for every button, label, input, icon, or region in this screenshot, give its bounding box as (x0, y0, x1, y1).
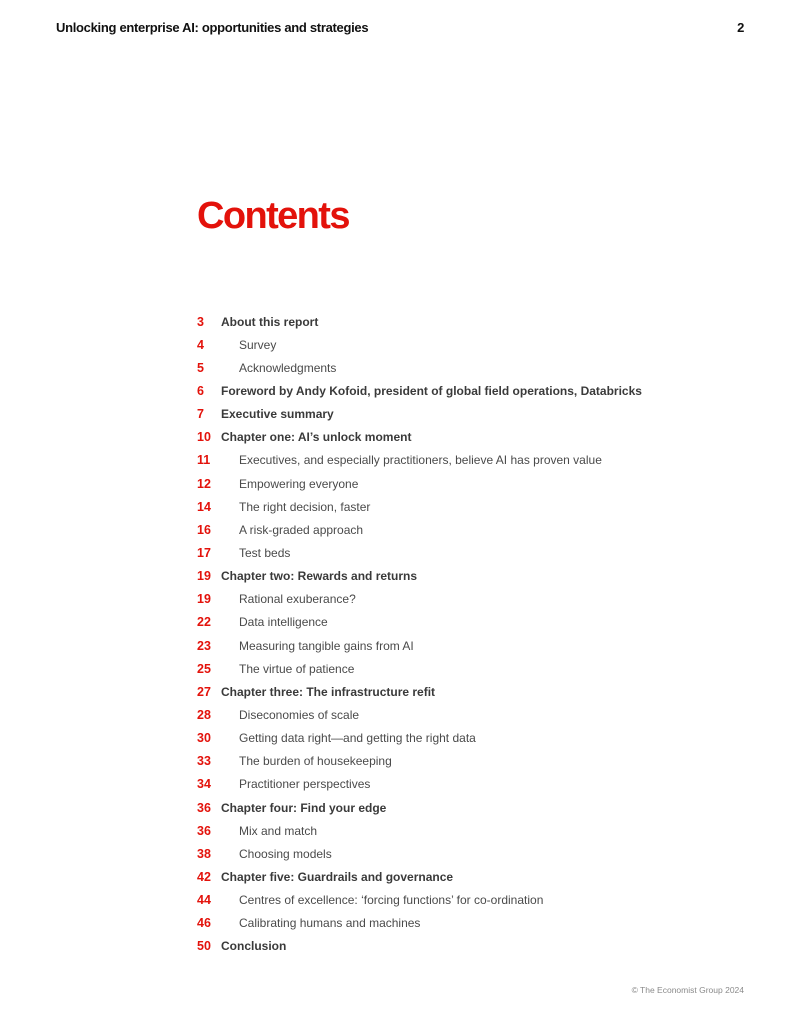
toc-entry-title: Test beds (239, 545, 291, 560)
toc-page-number: 12 (197, 476, 211, 491)
toc-entry[interactable] (197, 449, 757, 472)
toc-entry-title: Calibrating humans and machines (239, 916, 421, 931)
toc-page-number: 50 (197, 939, 211, 954)
toc-page-number: 33 (197, 754, 211, 769)
toc-page-number: 36 (197, 800, 211, 815)
toc-entry[interactable] (197, 773, 757, 796)
toc-entry-title: Acknowledgments (239, 360, 337, 375)
toc-entry-title: Chapter three: The infrastructure refit (221, 684, 436, 699)
toc-page-number: 19 (197, 592, 211, 607)
toc-entry-title: The right decision, faster (239, 499, 371, 514)
page-header (56, 20, 744, 35)
toc-entry-title: Measuring tangible gains from AI (239, 638, 414, 653)
toc-page-number: 27 (197, 684, 211, 699)
toc-page-number: 6 (197, 383, 204, 398)
toc-entry-title: Choosing models (239, 846, 332, 861)
toc-page-number: 36 (197, 823, 211, 838)
toc-page-number: 14 (197, 499, 211, 514)
report-title: Unlocking enterprise AI: opportunities and strategies (56, 20, 369, 35)
toc-entry[interactable] (197, 495, 757, 518)
toc-entry-title: Conclusion (221, 939, 287, 954)
toc-entry-title: Executive summary (221, 407, 334, 422)
copyright-footer: © The Economist Group 2024 (631, 985, 744, 995)
toc-entry[interactable] (197, 680, 757, 703)
toc-page-number: 17 (197, 545, 211, 560)
toc-page-number: 42 (197, 869, 211, 884)
toc-page-number: 10 (197, 430, 211, 445)
toc-entry[interactable] (197, 865, 757, 888)
toc-entry-title: The virtue of patience (239, 661, 355, 676)
toc-page-number: 19 (197, 569, 211, 584)
toc-entry[interactable] (197, 310, 757, 333)
toc-entry-title: A risk-graded approach (239, 522, 364, 537)
toc-entry[interactable] (197, 426, 757, 449)
toc-entry-title: Data intelligence (239, 615, 328, 630)
page-title: Contents (197, 195, 349, 237)
toc-entry-title: Chapter five: Guardrails and governance (221, 869, 454, 884)
toc-page-number: 46 (197, 916, 211, 931)
toc-page-number: 44 (197, 893, 211, 908)
toc-entry-title: Executives, and especially practitioners, believe AI has proven value (239, 453, 602, 468)
toc-entry[interactable] (197, 819, 757, 842)
toc-entry[interactable] (197, 588, 757, 611)
toc-entry-title: Practitioner perspectives (239, 777, 371, 792)
toc-entry[interactable] (197, 796, 757, 819)
toc-entry[interactable] (197, 750, 757, 773)
toc-page-number: 3 (197, 314, 204, 329)
page-number: 2 (737, 20, 744, 35)
toc-page-number: 23 (197, 638, 211, 653)
toc-entry[interactable] (197, 472, 757, 495)
toc-entry-title: Getting data right—and getting the right data (239, 731, 476, 746)
toc-entry[interactable] (197, 912, 757, 935)
toc-entry[interactable] (197, 889, 757, 912)
toc-entry-title: Empowering everyone (239, 476, 359, 491)
toc-page-number: 7 (197, 407, 204, 422)
toc-entry-title: Rational exuberance? (239, 592, 356, 607)
toc-entry-title: Mix and match (239, 823, 318, 838)
toc-entry[interactable] (197, 403, 757, 426)
toc-entry[interactable] (197, 565, 757, 588)
toc-entry-title: Chapter two: Rewards and returns (221, 569, 418, 584)
toc-page-number: 25 (197, 661, 211, 676)
toc-page-number: 4 (197, 337, 204, 352)
toc-entry[interactable] (197, 541, 757, 564)
toc-entry-title: The burden of housekeeping (239, 754, 392, 769)
toc-entry[interactable] (197, 333, 757, 356)
toc-entry-title: Chapter one: AI’s unlock moment (221, 430, 412, 445)
toc-page-number: 34 (197, 777, 211, 792)
toc-page-number: 38 (197, 846, 211, 861)
toc-entry[interactable] (197, 935, 757, 958)
toc-entry[interactable] (197, 657, 757, 680)
toc-page-number: 16 (197, 522, 211, 537)
toc-entry[interactable] (197, 611, 757, 634)
toc-page-number: 11 (197, 453, 211, 468)
toc-entry[interactable] (197, 518, 757, 541)
toc-entry-title: Chapter four: Find your edge (221, 800, 387, 815)
toc-entry-title: Survey (239, 337, 277, 352)
toc-entry-title: Centres of excellence: ‘forcing functions’ for co-ordination (239, 893, 544, 908)
toc-entry-title: Diseconomies of scale (239, 707, 360, 722)
table-of-contents (197, 310, 757, 958)
toc-entry[interactable] (197, 703, 757, 726)
toc-entry[interactable] (197, 634, 757, 657)
toc-entry[interactable] (197, 727, 757, 750)
toc-entry[interactable] (197, 379, 757, 402)
toc-entry[interactable] (197, 842, 757, 865)
toc-entry[interactable] (197, 356, 757, 379)
toc-entry-title: About this report (221, 314, 319, 329)
toc-page-number: 28 (197, 707, 211, 722)
toc-entry-title: Foreword by Andy Kofoid, president of global field operations, Databricks (221, 383, 642, 398)
toc-page-number: 22 (197, 615, 211, 630)
toc-page-number: 30 (197, 731, 211, 746)
toc-page-number: 5 (197, 360, 204, 375)
